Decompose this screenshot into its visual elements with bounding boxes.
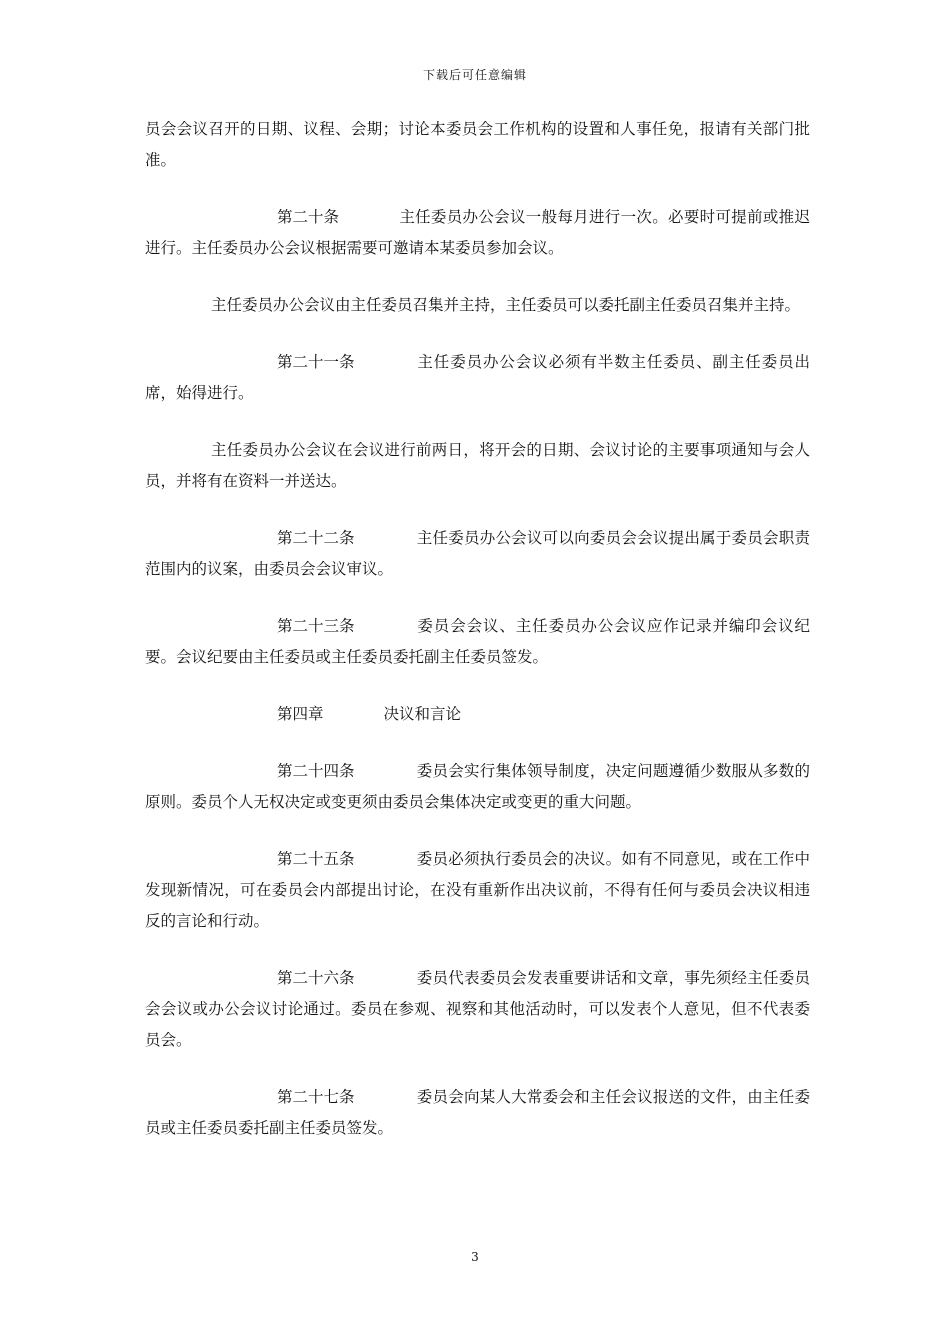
article-text: 委员会实行集体领导制度，决定问题遵循少数服从多数的原则。委员个人无权决定或变更须由委员会集体决定或变更的重大问题。 (145, 762, 810, 811)
article-text: 委员代表委员会发表重要讲话和文章，事先须经主任委员会会议或办公会议讨论通过。委员在参观、视察和其他活动时，可以发表个人意见，但不代表委员会。 (145, 969, 810, 1049)
article-label: 第二十四条 (277, 762, 355, 780)
chapter-title: 决议和言论 (383, 705, 462, 723)
page-number: 3 (471, 1250, 479, 1264)
article-label: 第二十二条 (277, 529, 355, 547)
article-22 (145, 523, 810, 585)
article-25 (145, 844, 810, 937)
page-header: 下载后可任意编辑 (422, 68, 527, 82)
article-24 (145, 756, 810, 818)
article-21-paragraph-2 (145, 435, 810, 497)
article-text: 主任委员办公会议必须有半数主任委员、副主任委员出席，始得进行。 (145, 353, 810, 402)
chapter-label: 第四章 (277, 705, 324, 723)
paragraph-text: 主任委员办公会议由主任委员召集并主持，主任委员可以委托副主任委员召集并主持。 (211, 296, 801, 314)
article-21 (145, 347, 810, 409)
article-label: 第二十五条 (277, 850, 355, 868)
article-20-paragraph-2 (145, 290, 810, 321)
article-23 (145, 611, 810, 673)
article-26 (145, 963, 810, 1056)
article-label: 第二十条 (277, 208, 340, 226)
article-text: 委员必须执行委员会的决议。如有不同意见，或在工作中发现新情况，可在委员会内部提出讨论，在没有重新作出决议前，不得有任何与委员会决议相违反的言论和行动。 (145, 850, 810, 930)
paragraph-text: 主任委员办公会议在会议进行前两日，将开会的日期、会议讨论的主要事项通知与会人员，并将有在资料一并送达。 (145, 441, 810, 490)
article-text: 委员会向某人大常委会和主任会议报送的文件，由主任委员或主任委员委托副主任委员签发。 (145, 1088, 810, 1137)
article-text: 主任委员办公会议可以向委员会会议提出属于委员会职责范围内的议案，由委员会会议审议。 (145, 529, 810, 578)
paragraph-text: 员会会议召开的日期、议程、会期；讨论本委员会工作机构的设置和人事任免，报请有关部门批准。 (145, 120, 810, 169)
paragraph-continuation (145, 114, 810, 176)
article-label: 第二十六条 (277, 969, 355, 987)
article-label: 第二十七条 (277, 1088, 355, 1106)
article-27 (145, 1082, 810, 1144)
article-text: 委员会会议、主任委员办公会议应作记录并编印会议纪要。会议纪要由主任委员或主任委员委托副主任委员签发。 (145, 617, 810, 666)
chapter-4-heading (145, 699, 810, 730)
article-20 (145, 202, 810, 264)
article-label: 第二十三条 (277, 617, 355, 635)
article-label: 第二十一条 (277, 353, 355, 371)
article-text: 主任委员办公会议一般每月进行一次。必要时可提前或推迟进行。主任委员办公会议根据需要可邀请本某委员参加会议。 (145, 208, 810, 257)
document-body (145, 114, 810, 1170)
